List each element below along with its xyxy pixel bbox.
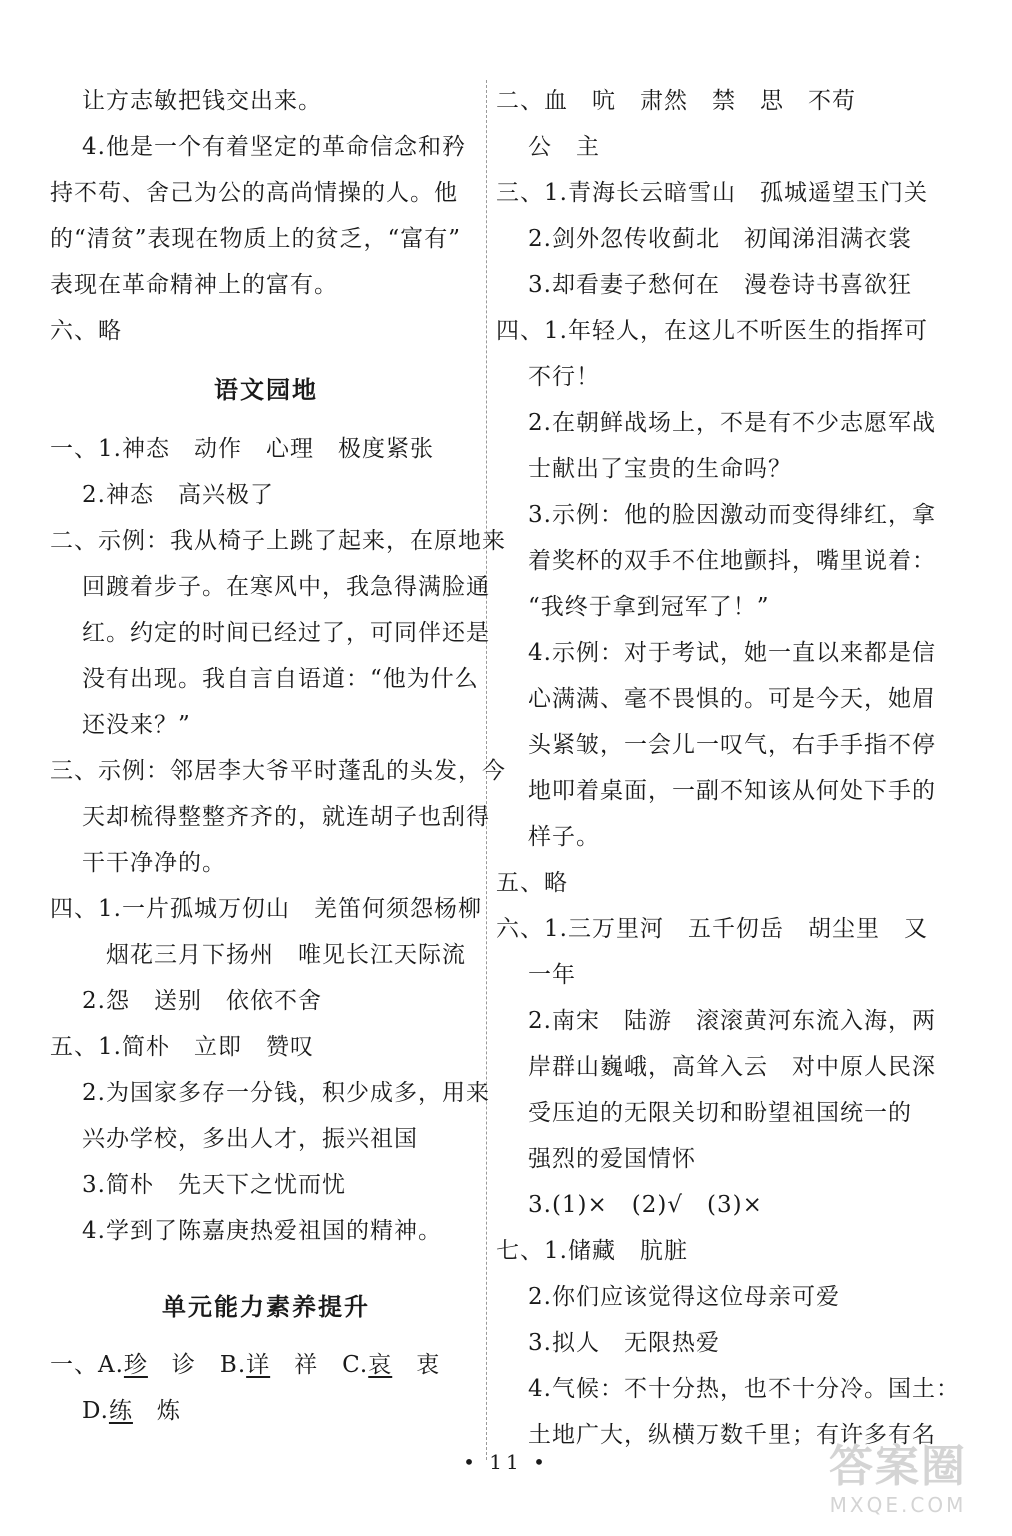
answer-line: 2.南宋 陆游 滚滚黄河东流入海，两 bbox=[528, 1008, 936, 1034]
answer-line: 心满满、毫不畏惧的。可是今天，她眉 bbox=[528, 686, 936, 712]
underlined-char: 哀 bbox=[368, 1352, 393, 1378]
answer-line: 二、示例：我从椅子上跳了起来，在原地来 bbox=[50, 528, 506, 554]
answer-line: 四、1.一片孤城万仞山 羌笛何须怨杨柳 bbox=[50, 896, 482, 922]
section-heading-unit-improvement: 单元能力素养提升 bbox=[162, 1293, 370, 1321]
right-answers bbox=[496, 78, 960, 1458]
answer-line: 士献出了宝贵的生命吗？ bbox=[528, 456, 792, 482]
answer-line: 强烈的爱国情怀 bbox=[528, 1146, 696, 1172]
answer-line: 二、血 吭 肃然 禁 思 不苟 bbox=[496, 88, 856, 114]
answer-line: 还没来？” bbox=[82, 712, 191, 738]
answer-line: 2.你们应该觉得这位母亲可爱 bbox=[528, 1284, 840, 1310]
answer-line: 地叩着桌面，一副不知该从何处下手的 bbox=[528, 778, 936, 804]
answer-line: 一、1.神态 动作 心理 极度紧张 bbox=[50, 436, 434, 462]
answer-line: 3.拟人 无限热爱 bbox=[528, 1330, 720, 1356]
answer-line: 六、1.三万里河 五千仞岳 胡尘里 又 bbox=[496, 916, 928, 942]
answer-line: 4.学到了陈嘉庚热爱祖国的精神。 bbox=[82, 1218, 442, 1244]
answer-line: 公 主 bbox=[528, 134, 600, 160]
question-number: 一、 bbox=[50, 1352, 98, 1378]
answer-line: 烟花三月下扬州 唯见长江天际流 bbox=[82, 942, 466, 968]
underlined-char: 珍 bbox=[123, 1352, 148, 1378]
answer-line: 兴办学校，多出人才，振兴祖国 bbox=[82, 1126, 418, 1152]
option-label-a: A. bbox=[98, 1352, 124, 1378]
answer-line: 五、略 bbox=[496, 870, 568, 896]
question-1-line bbox=[50, 1342, 482, 1388]
answer-line: 一年 bbox=[528, 962, 576, 988]
answer-line: 岸群山巍峨，高耸入云 对中原人民深 bbox=[528, 1054, 936, 1080]
answer-line: 头紧皱，一会儿一叹气，右手手指不停 bbox=[528, 732, 936, 758]
answer-line: 着奖杯的双手不住地颤抖，嘴里说着： bbox=[528, 548, 936, 574]
answer-line: 的“清贫”表现在物质上的贫乏，“富有” bbox=[50, 226, 462, 252]
right-column bbox=[496, 78, 960, 1458]
answer-line: 土地广大，纵横万数千里；有许多有名 bbox=[528, 1422, 936, 1448]
answer-line: “我终于拿到冠军了！” bbox=[528, 594, 770, 620]
answer-line: 五、1.简朴 立即 赞叹 bbox=[50, 1034, 314, 1060]
option-label-d: D. bbox=[82, 1398, 109, 1424]
watermark-text: 答案圈 bbox=[829, 1441, 967, 1492]
answer-line: 3.却看妻子愁何在 漫卷诗书喜欲狂 bbox=[528, 272, 912, 298]
answer-line: 样子。 bbox=[528, 824, 600, 850]
answer-line: 干干净净的。 bbox=[82, 850, 226, 876]
watermark-url: MXQE.COM bbox=[829, 1493, 967, 1517]
answer-line: 七、1.储藏 肮脏 bbox=[496, 1238, 688, 1264]
answer-line: 4.气候：不十分热，也不十分冷。国土： bbox=[528, 1376, 960, 1402]
left-answers-part2 bbox=[50, 426, 506, 1254]
option-char: 诊 bbox=[171, 1352, 196, 1378]
watermark-logo bbox=[798, 1442, 998, 1526]
answer-line: 让方志敏把钱交出来。 bbox=[82, 88, 322, 114]
answer-line: 2.在朝鲜战场上，不是有不少志愿军战 bbox=[528, 410, 936, 436]
answer-line: 4.他是一个有着坚定的革命信念和矜 bbox=[82, 134, 466, 160]
left-answers-part1 bbox=[50, 78, 482, 354]
option-char: 炼 bbox=[156, 1398, 181, 1424]
answer-line: 不行！ bbox=[528, 364, 600, 390]
left-column bbox=[50, 78, 506, 1434]
underlined-char: 练 bbox=[108, 1398, 133, 1424]
option-label-b: B. bbox=[219, 1352, 247, 1378]
answer-line: 四、1.年轻人，在这儿不听医生的指挥可 bbox=[496, 318, 928, 344]
question-1-line-d bbox=[50, 1388, 482, 1434]
answer-line: 3.(1)× (2)√ (3)× bbox=[528, 1192, 763, 1218]
page-number: • 11 • bbox=[463, 1450, 549, 1474]
answer-line: 2.怨 送别 依依不舍 bbox=[82, 988, 322, 1014]
answer-line: 持不苟、舍己为公的高尚情操的人。他 bbox=[50, 180, 458, 206]
answer-line: 2.神态 高兴极了 bbox=[82, 482, 274, 508]
answer-line: 红。约定的时间已经过了，可同伴还是 bbox=[82, 620, 490, 646]
answer-line: 三、1.青海长云暗雪山 孤城遥望玉门关 bbox=[496, 180, 928, 206]
answer-line: 受压迫的无限关切和盼望祖国统一的 bbox=[528, 1100, 912, 1126]
answer-line: 没有出现。我自言自语道：“他为什么 bbox=[82, 666, 479, 692]
answer-line: 天却梳得整整齐齐的，就连胡子也刮得 bbox=[82, 804, 490, 830]
section-heading-yuwen-yuandi: 语文园地 bbox=[214, 376, 318, 404]
option-char: 祥 bbox=[294, 1352, 319, 1378]
answer-line: 六、略 bbox=[50, 318, 122, 344]
answer-line: 3.简朴 先天下之忧而忧 bbox=[82, 1172, 346, 1198]
answer-line: 三、示例：邻居李大爷平时蓬乱的头发，今 bbox=[50, 758, 506, 784]
answer-line: 3.示例：他的脸因激动而变得绯红，拿 bbox=[528, 502, 936, 528]
answer-line: 4.示例：对于考试，她一直以来都是信 bbox=[528, 640, 936, 666]
answer-line: 2.为国家多存一分钱，积少成多，用来 bbox=[82, 1080, 490, 1106]
answer-line: 回踱着步子。在寒风中，我急得满脸通 bbox=[82, 574, 490, 600]
option-char: 衷 bbox=[416, 1352, 441, 1378]
underlined-char: 详 bbox=[246, 1352, 271, 1378]
answer-line: 表现在革命精神上的富有。 bbox=[50, 272, 338, 298]
answer-line: 2.剑外忽传收蓟北 初闻涕泪满衣裳 bbox=[528, 226, 912, 252]
option-label-c: C. bbox=[342, 1352, 369, 1378]
